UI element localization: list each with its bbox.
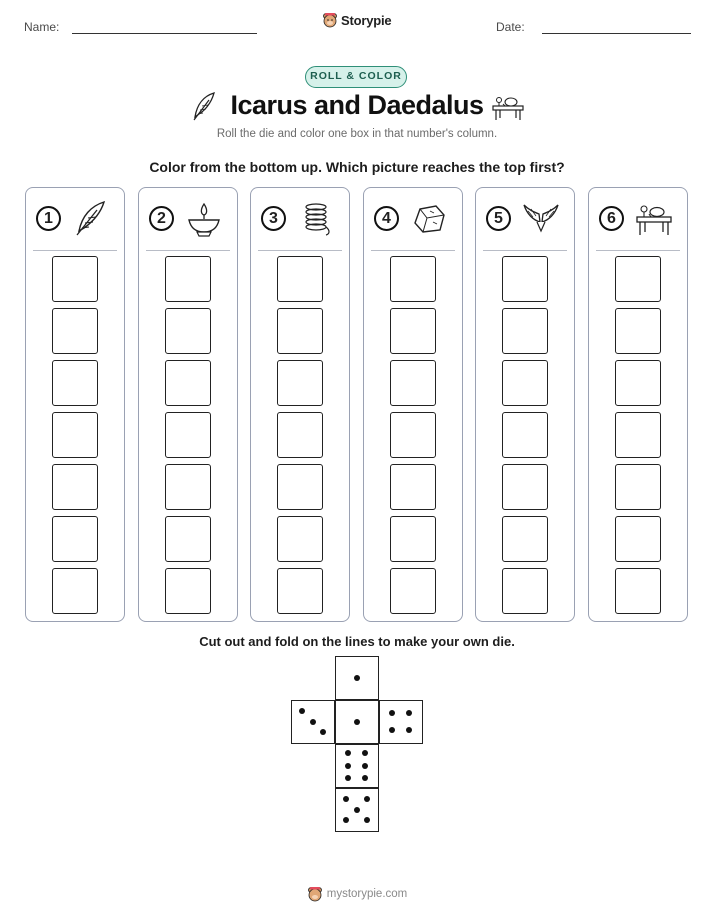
color-box[interactable] [165,412,211,458]
die-pip [389,727,395,733]
color-box[interactable] [390,256,436,302]
column-number: 5 [486,206,511,231]
color-box[interactable] [52,516,98,562]
color-box[interactable] [277,308,323,354]
color-box[interactable] [502,412,548,458]
die-pip [364,817,370,823]
die-pip [343,817,349,823]
die-pip [343,796,349,802]
color-box[interactable] [615,568,661,614]
color-box[interactable] [277,516,323,562]
color-box[interactable] [615,256,661,302]
color-box[interactable] [165,464,211,510]
die-pip [389,710,395,716]
color-box[interactable] [165,360,211,406]
color-box[interactable] [502,516,548,562]
color-box[interactable] [277,256,323,302]
color-box[interactable] [52,464,98,510]
bear-mascot-icon [322,12,338,28]
workbench-icon [634,198,674,238]
date-line[interactable] [542,33,691,34]
footer [0,886,714,902]
die-pip [364,796,370,802]
column-number: 6 [599,206,624,231]
column-number: 4 [374,206,399,231]
column-2 [138,187,238,622]
die-pip [362,763,368,769]
color-box[interactable] [165,308,211,354]
brand-logo [322,12,391,28]
die-pip [299,708,305,714]
column-4 [363,187,463,622]
color-box[interactable] [52,412,98,458]
die-pip [320,729,326,735]
color-box[interactable] [615,360,661,406]
die-pip [354,807,360,813]
color-box[interactable] [390,412,436,458]
column-3 [250,187,350,622]
brand-name: Storypie [341,12,392,28]
activity-badge: ROLL & COLOR [305,66,407,88]
die-pip [362,750,368,756]
color-box[interactable] [52,360,98,406]
workbench-icon [490,92,526,122]
column-divider [33,250,117,251]
color-box[interactable] [277,464,323,510]
color-box[interactable] [615,464,661,510]
die-face-1 [335,656,379,700]
column-5 [475,187,575,622]
color-box[interactable] [277,360,323,406]
feather-icon [71,198,111,238]
color-box[interactable] [165,568,211,614]
die-pip [345,750,351,756]
date-label: Date: [496,20,525,34]
column-number: 2 [149,206,174,231]
color-box[interactable] [615,308,661,354]
color-box[interactable] [502,360,548,406]
die-pip [310,719,316,725]
color-box[interactable] [502,464,548,510]
color-box[interactable] [52,256,98,302]
wax-block-icon [409,198,449,238]
color-box[interactable] [502,568,548,614]
die-pip [345,775,351,781]
color-box[interactable] [277,568,323,614]
color-box[interactable] [390,360,436,406]
wings-icon [521,198,561,238]
column-number: 3 [261,206,286,231]
color-box[interactable] [390,568,436,614]
subtitle: Roll the die and color one box in that number's column. [216,128,498,140]
color-box[interactable] [52,308,98,354]
die-pip [345,763,351,769]
die-face-1 [335,700,379,744]
color-box[interactable] [390,308,436,354]
name-label: Name: [24,20,60,34]
column-1 [25,187,125,622]
color-box[interactable] [277,412,323,458]
color-box[interactable] [52,568,98,614]
color-box[interactable] [502,256,548,302]
color-box[interactable] [502,308,548,354]
die-pip [406,727,412,733]
column-divider [371,250,455,251]
color-box[interactable] [165,256,211,302]
die-pip [354,675,360,681]
color-box[interactable] [390,516,436,562]
color-box[interactable] [615,412,661,458]
cut-instruction: Cut out and fold on the lines to make your own die. [199,634,515,649]
column-divider [483,250,567,251]
instruction: Color from the bottom up. Which picture reaches the top first? [149,159,565,175]
die-face-6 [335,744,379,788]
column-6 [588,187,688,622]
color-box[interactable] [390,464,436,510]
footer-url[interactable]: mystorypie.com [326,888,408,900]
column-divider [146,250,230,251]
column-divider [258,250,342,251]
die-face-4 [379,700,423,744]
die-pip [406,710,412,716]
die-pip [362,775,368,781]
column-number: 1 [36,206,61,231]
die-face-5 [335,788,379,832]
bear-mascot-icon [307,886,323,902]
column-divider [596,250,680,251]
die-pip [354,719,360,725]
color-box[interactable] [165,516,211,562]
page-title: Icarus and Daedalus [230,90,484,120]
color-box[interactable] [615,516,661,562]
rope-coil-icon [296,198,336,238]
oil-lamp-icon [184,198,224,238]
die-face-3 [291,700,335,744]
name-line[interactable] [72,33,257,34]
